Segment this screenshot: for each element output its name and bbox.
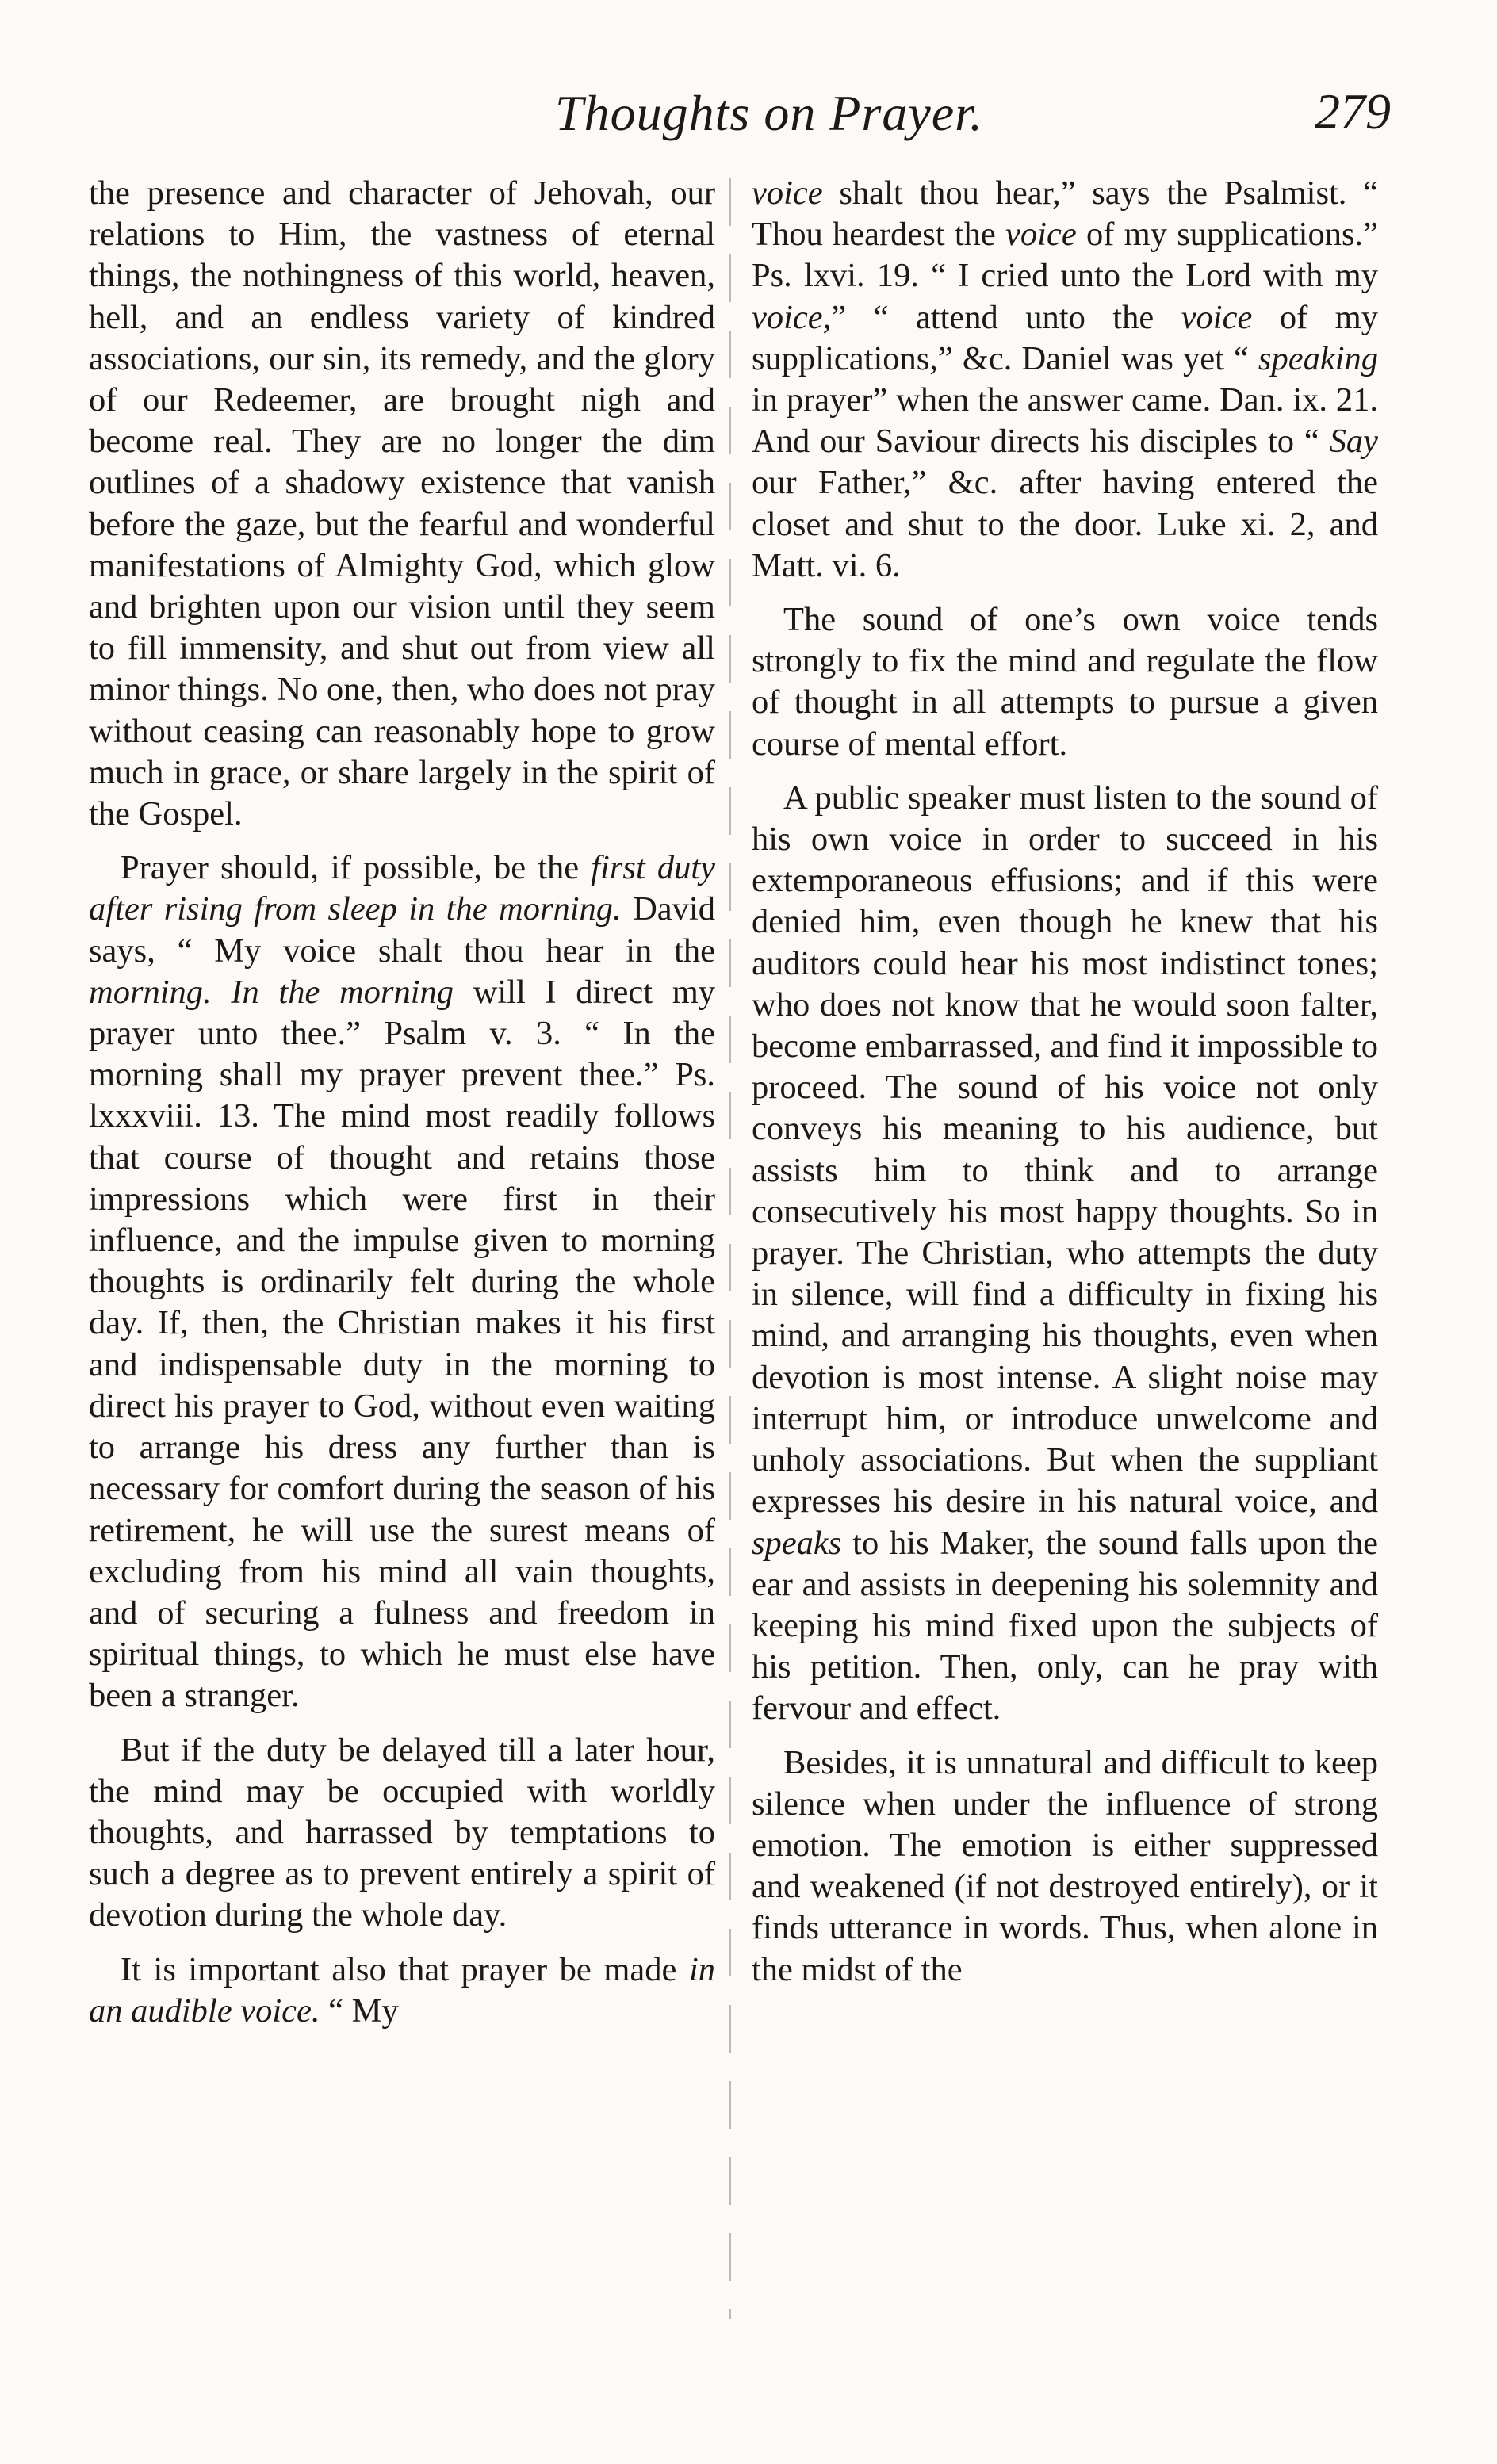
italic-run: in an audible voice.: [89, 1950, 715, 2030]
text-run: shalt thou hear,” says the Psalmist. “ Thou heardest the: [752, 174, 1378, 254]
italic-run: first duty after rising from sleep in the morning.: [89, 849, 715, 928]
text-run: David says, “ My voice shalt thou hear in the: [89, 890, 715, 970]
text-run: will I direct my prayer unto thee.” Psalm v. 3. “ In the morning shall my prayer prevent thee.” Ps. lxxxviii. 13. The mind most readily follows that course of thought and retains those impressions which were first in their influence, and the impulse given to morning thoughts is ordinarily felt during the whole day. If, then, the Christian makes it his first and indispensable duty in the morning to direct his prayer to God, without even waiting to arrange his dress any further than is necessary for comfort during the season of his retirement, he will use the surest means of excluding from his mind all vain thoughts, and of securing a fulness and freedom in spiritual things, to which he must else have been a stranger.: [89, 973, 715, 1715]
text-run: The sound of one’s own voice tends strongly to fix the mind and regulate the flow of thought in all attempts to pursue a given course of mental effort.: [752, 601, 1378, 763]
text-run: Besides, it is unnatural and difficult to keep silence when under the influence of strong emotion. The emotion is either suppressed and weakened (if not destroyed entirely), or it finds utterance in words. Thus, when alone in the midst of the: [752, 1743, 1378, 1988]
italic-run: speaking: [1258, 339, 1378, 377]
text-run: the presence and character of Jehovah, our relations to Him, the vastness of eternal things, the nothingness of this world, heaven, hell, and an endless variety of kindred associations, our sin, its remedy, and the glory of our Redeemer, are brought nigh and become real. They are no longer the dim outlines of a shadowy existence that vanish before the gaze, but the fearful and wonderful manifestations of Almighty God, which glow and brighten upon our vision until they seem to fill immensity, and shut out from view all minor things. No one, then, who does not pray without ceasing can reasonably hope to grow much in grace, or share largely in the spirit of the Gospel.: [89, 174, 715, 833]
paragraph: [89, 1949, 715, 2032]
text-run: But if the duty be delayed till a later hour, the mind may be occupied with worldly thoughts, and harrassed by temptations to such a degree as to prevent entirely a spirit of devotion during the whole day.: [89, 1731, 715, 1934]
paragraph: [752, 1743, 1378, 1991]
italic-run: speaks: [752, 1524, 842, 1562]
text-run: “ My: [320, 1991, 399, 2030]
paragraph: [752, 599, 1378, 765]
paragraph: [89, 1730, 715, 1937]
paragraph: [89, 847, 715, 1716]
text-run: A public speaker must listen to the sound of his own voice in order to succeed in his extemporaneous effusions; and if this were denied him, even though he knew that his auditors could hear his most indistinct tones; who does not know that he would soon falter, become embarrassed, and find it impossible to proceed. The sound of his voice not only conveys his meaning to his audience, but assists him to think and to arrange consecutively his most happy thoughts. So in prayer. The Christian, who attempts the duty in silence, will find a difficulty in fixing his mind, and arranging his thoughts, even when devotion is most intense. A slight noise may interrupt him, or introduce unwelcome and unholy associations. But when the suppliant expresses his desire in his natural voice, and: [752, 779, 1378, 1521]
text-run: of my supplications,” &c. Daniel was yet “: [752, 298, 1378, 377]
paragraph: [752, 173, 1378, 587]
italic-run: In the morning: [231, 973, 454, 1011]
italic-run: voice,: [752, 298, 832, 336]
italic-run: morning.: [89, 973, 212, 1011]
running-title: Thoughts on Prayer.: [555, 85, 983, 141]
page-number: 279: [1315, 83, 1391, 140]
text-run: [212, 974, 232, 1011]
italic-run: voice: [752, 174, 823, 212]
italic-run: Say: [1329, 423, 1378, 461]
italic-run: voice: [1005, 216, 1077, 254]
text-run: of my supplications.” Ps. lxvi. 19. “ I cried unto the Lord with my: [752, 216, 1378, 295]
text-run: our Father,” &c. after having entered the closet and shut to the door. Luke xi. 2, and Matt. vi. 6.: [752, 464, 1378, 584]
column-rule: [729, 178, 731, 2319]
running-head: [95, 79, 1396, 151]
left-column: [89, 173, 715, 2032]
text-run: in prayer” when the answer came. Dan. ix. 21. And our Saviour directs his disciples to “: [752, 381, 1378, 461]
paragraph: [752, 778, 1378, 1730]
text-run: to his Maker, the sound falls upon the ear and assists in deepening his solemnity and keeping his mind fixed upon the subjects of his petition. Then, only, can he pray with fervour and effect.: [752, 1524, 1378, 1727]
text-run: ” “ attend unto the: [831, 298, 1181, 336]
text-run: It is important also that prayer be made: [121, 1950, 689, 1988]
italic-run: voice: [1181, 298, 1253, 336]
text-run: Prayer should, if possible, be the: [121, 849, 592, 887]
right-column: [752, 173, 1378, 1991]
paragraph: [89, 173, 715, 835]
